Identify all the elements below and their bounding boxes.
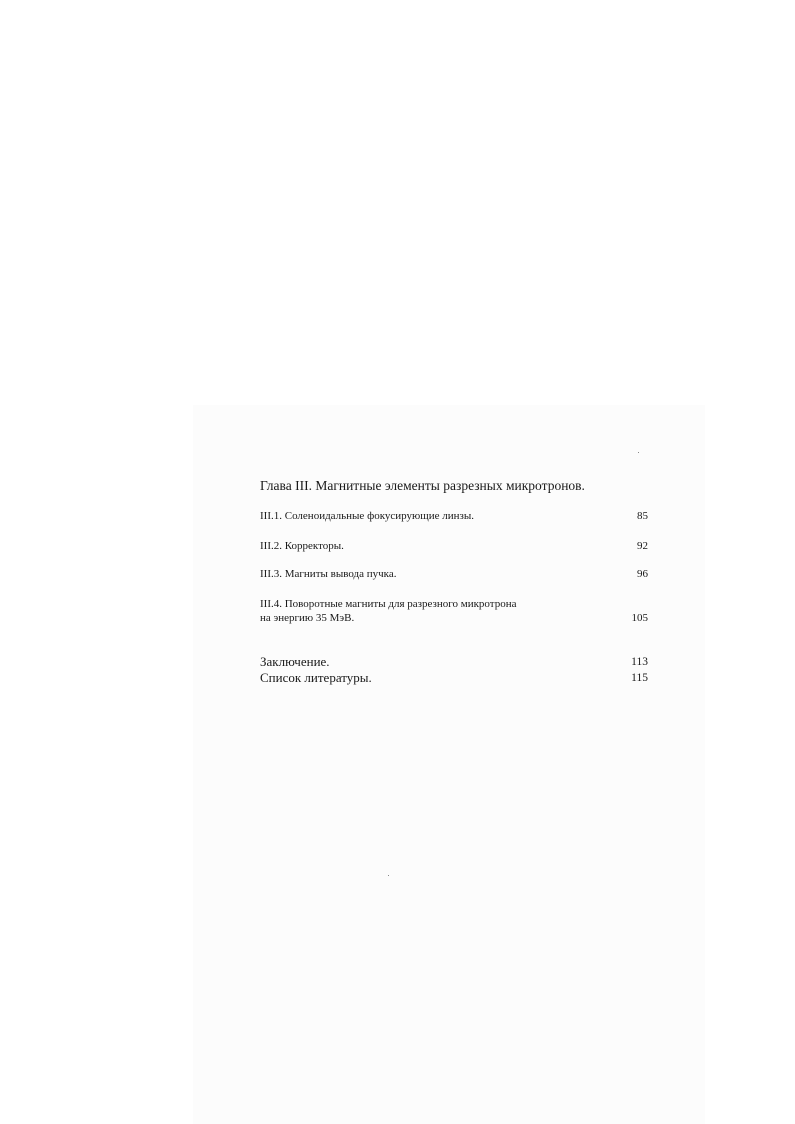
- toc-entry-page: 96: [637, 568, 648, 580]
- toc-entry-label: Заключение.: [260, 654, 330, 669]
- toc-entry-page: 105: [631, 612, 648, 624]
- scan-speck: [388, 875, 389, 876]
- toc-entry-label: Список литературы.: [260, 670, 372, 685]
- toc-entry-label-line1: III.4. Поворотные магниты для разрезного микротрона: [260, 598, 517, 610]
- scan-speck: [638, 452, 639, 453]
- chapter-title: Глава III. Магнитные элементы разрезных микротронов.: [260, 478, 585, 493]
- toc-entry-label: III.3. Магниты вывода пучка.: [260, 568, 397, 580]
- toc-entry-page: 113: [631, 656, 648, 668]
- toc-entry-label-line2: на энергию 35 МэВ.: [260, 612, 355, 624]
- toc-entry-page: 92: [637, 540, 648, 552]
- toc-entry-label: III.2. Корректоры.: [260, 540, 344, 552]
- toc-entry-page: 85: [637, 510, 648, 522]
- toc-entry-page: 115: [631, 672, 648, 684]
- toc-entry-label: III.1. Соленоидальные фокусирующие линзы.: [260, 510, 474, 522]
